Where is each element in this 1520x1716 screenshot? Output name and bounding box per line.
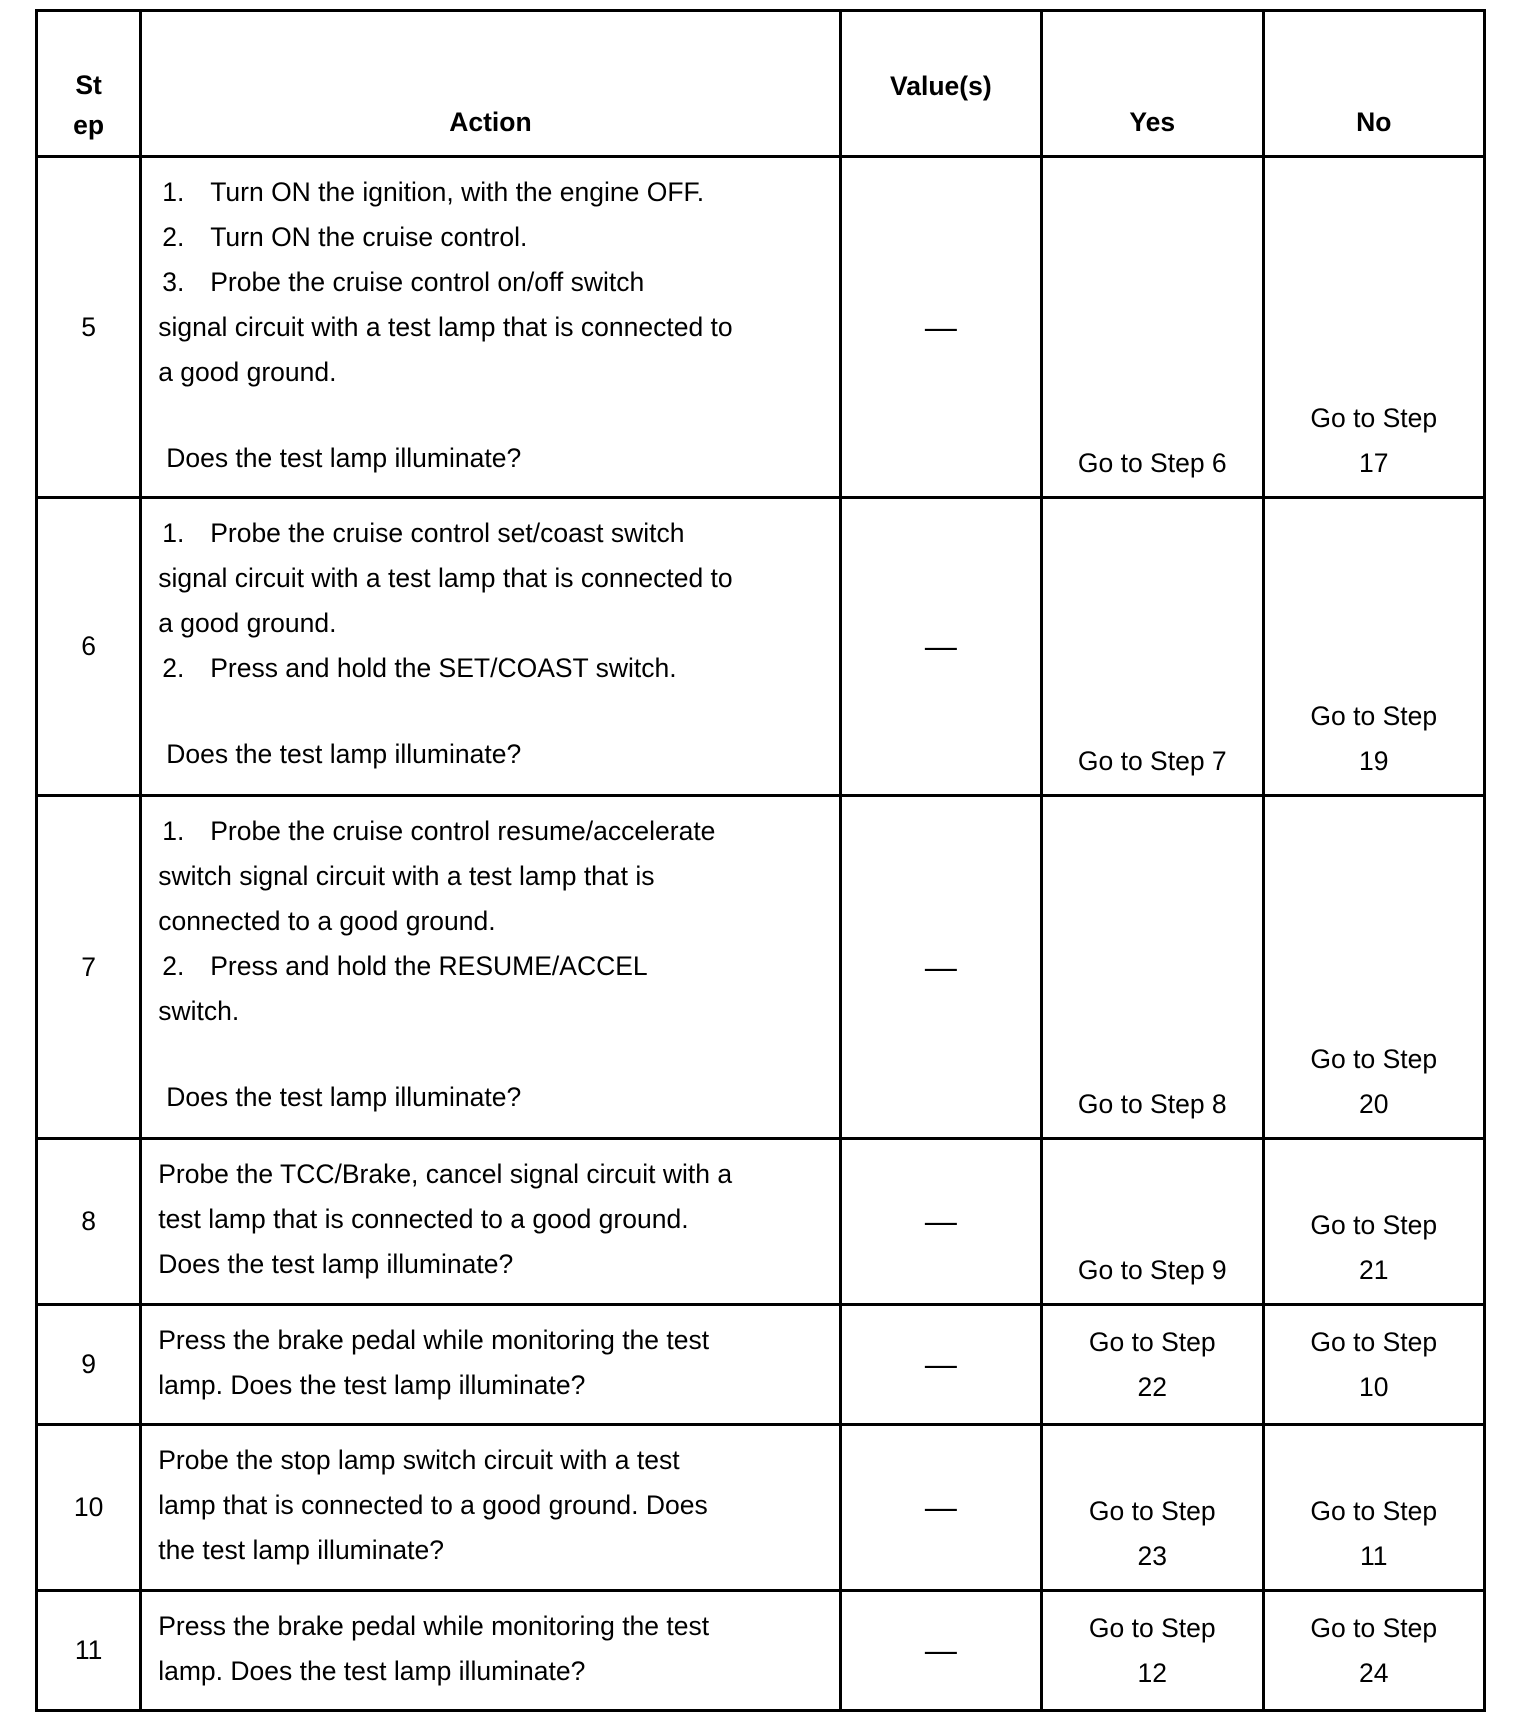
- yes-cell: Go to Step 22: [1042, 1305, 1263, 1425]
- action-question: Does the test lamp illuminate?: [166, 443, 522, 473]
- step-number: 6: [37, 498, 141, 796]
- step-number: 8: [37, 1139, 141, 1305]
- header-action: Action: [141, 11, 840, 157]
- action-line: Does the test lamp illuminate?: [158, 1249, 514, 1279]
- yes-cell: Go to Step 9: [1042, 1139, 1263, 1305]
- no-cell: Go to Step 19: [1263, 498, 1485, 796]
- table-row: [37, 157, 1485, 498]
- action-line: a good ground.: [158, 357, 337, 387]
- no-cell: Go to Step 17: [1263, 157, 1485, 498]
- no-cell: Go to Step 11: [1263, 1425, 1485, 1591]
- action-line: Probe the TCC/Brake, cancel signal circuit with a: [158, 1159, 733, 1189]
- action-line: signal circuit with a test lamp that is connected to: [158, 312, 733, 342]
- table-row: [37, 498, 1485, 796]
- step-number: 11: [37, 1591, 141, 1711]
- action-line: 2. Press and hold the SET/COAST switch.: [162, 653, 677, 683]
- header-yes: Yes: [1042, 11, 1263, 157]
- action-question: Does the test lamp illuminate?: [166, 739, 522, 769]
- action-line: Press the brake pedal while monitoring the test: [158, 1325, 710, 1355]
- action-cell: [141, 1425, 840, 1591]
- action-line: 1. Probe the cruise control resume/accelerate: [162, 816, 716, 846]
- yes-cell: Go to Step 8: [1042, 796, 1263, 1139]
- table-row: [37, 1425, 1485, 1591]
- yes-cell: Go to Step 12: [1042, 1591, 1263, 1711]
- action-line: a good ground.: [158, 608, 337, 638]
- header-step-line2: ep: [73, 110, 105, 140]
- action-cell: [141, 1139, 840, 1305]
- header-step: [37, 11, 141, 157]
- action-line: connected to a good ground.: [158, 906, 496, 936]
- action-line: lamp. Does the test lamp illuminate?: [158, 1656, 586, 1686]
- yes-cell: Go to Step 23: [1042, 1425, 1263, 1591]
- action-cell: [141, 157, 840, 498]
- step-number: 7: [37, 796, 141, 1139]
- table-row: [37, 1591, 1485, 1711]
- action-line: lamp. Does the test lamp illuminate?: [158, 1370, 586, 1400]
- diagnostic-table: [35, 9, 1486, 1712]
- action-question: Does the test lamp illuminate?: [166, 1082, 522, 1112]
- no-cell: Go to Step 21: [1263, 1139, 1485, 1305]
- yes-cell: Go to Step 6: [1042, 157, 1263, 498]
- action-line: 1. Probe the cruise control set/coast switch: [162, 518, 685, 548]
- action-line: test lamp that is connected to a good ground.: [158, 1204, 689, 1234]
- action-cell: [141, 796, 840, 1139]
- action-line: 2. Turn ON the cruise control.: [162, 222, 528, 252]
- action-cell: [141, 1591, 840, 1711]
- value-cell: —: [840, 1139, 1041, 1305]
- action-line: lamp that is connected to a good ground. Does: [158, 1490, 708, 1520]
- value-cell: —: [840, 1305, 1041, 1425]
- no-cell: Go to Step 10: [1263, 1305, 1485, 1425]
- no-cell: Go to Step 24: [1263, 1591, 1485, 1711]
- action-line: 3. Probe the cruise control on/off switch: [162, 267, 645, 297]
- value-cell: —: [840, 498, 1041, 796]
- value-cell: —: [840, 796, 1041, 1139]
- action-line: signal circuit with a test lamp that is connected to: [158, 563, 733, 593]
- table-row: [37, 1139, 1485, 1305]
- action-line: Press the brake pedal while monitoring the test: [158, 1611, 710, 1641]
- value-cell: —: [840, 1591, 1041, 1711]
- header-values: Value(s): [840, 11, 1041, 157]
- header-no: No: [1263, 11, 1485, 157]
- action-line: Probe the stop lamp switch circuit with a test: [158, 1445, 680, 1475]
- action-line: switch.: [158, 996, 240, 1026]
- step-number: 9: [37, 1305, 141, 1425]
- step-number: 5: [37, 157, 141, 498]
- action-line: 2. Press and hold the RESUME/ACCEL: [162, 951, 648, 981]
- action-cell: [141, 1305, 840, 1425]
- action-line: the test lamp illuminate?: [158, 1535, 444, 1565]
- value-cell: —: [840, 157, 1041, 498]
- header-step-line1: St: [75, 70, 102, 100]
- no-cell: Go to Step 20: [1263, 796, 1485, 1139]
- header-row: [37, 11, 1485, 157]
- step-number: 10: [37, 1425, 141, 1591]
- action-line: 1. Turn ON the ignition, with the engine OFF.: [162, 177, 705, 207]
- yes-cell: Go to Step 7: [1042, 498, 1263, 796]
- table-row: [37, 1305, 1485, 1425]
- value-cell: —: [840, 1425, 1041, 1591]
- action-cell: [141, 498, 840, 796]
- table-row: [37, 796, 1485, 1139]
- action-line: switch signal circuit with a test lamp that is: [158, 861, 655, 891]
